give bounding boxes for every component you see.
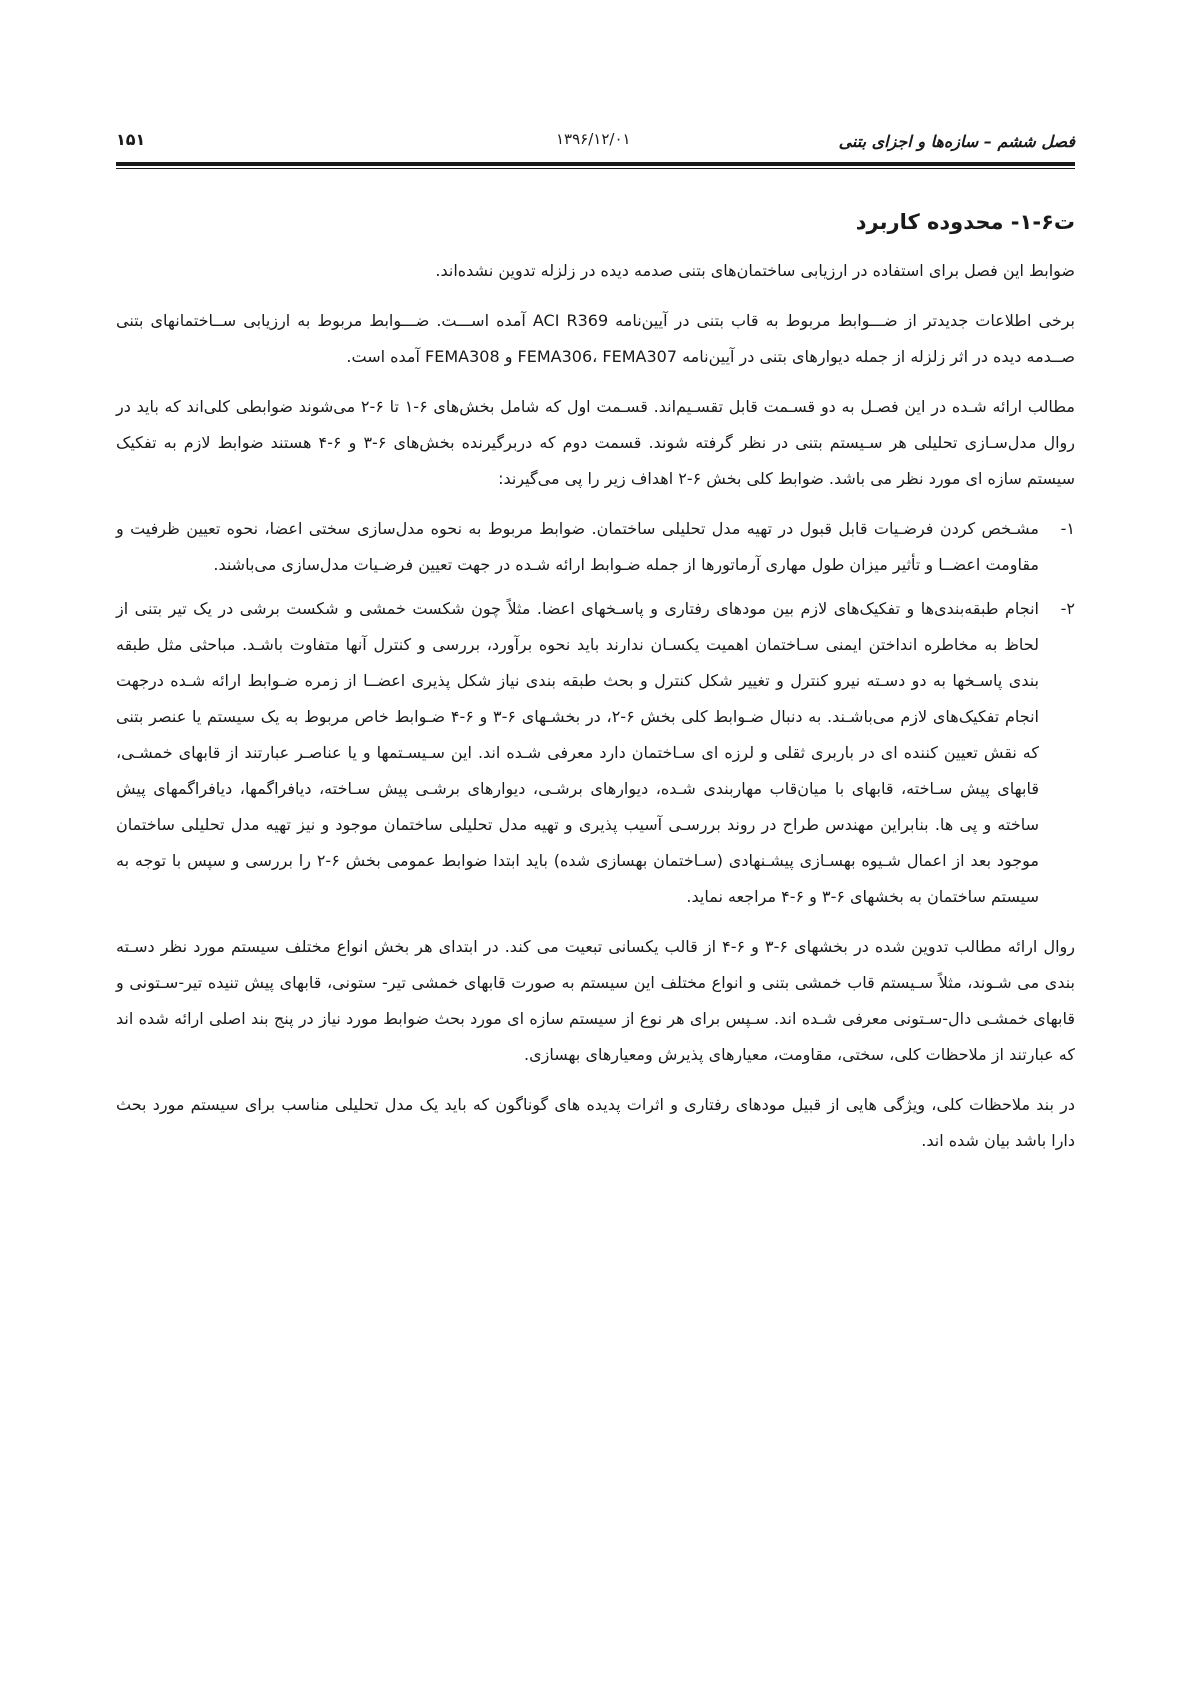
paragraph-references: برخی اطلاعات جدیدتر از ضـــوابط مربوط به قاب بتنی در آیین‌نامه ACI R369 آمده اســـت. ضـــوابط مربوط به ارزیابی ســاختمانهای بتنی صــدمه دیده در اثر زلزله از جمله دیوارهای بتنی در آیین‌نامه FEMA306، FEMA307 و FEMA308 آمده است. bbox=[116, 311, 1076, 366]
header-rule-thin bbox=[116, 168, 1075, 169]
list-item-number: ۲- bbox=[1060, 599, 1075, 618]
page-number: ۱۵۱ bbox=[116, 130, 146, 149]
page-content bbox=[116, 205, 1075, 1173]
list-item bbox=[116, 591, 1075, 915]
paragraph-presentation: روال ارائه مطالب تدوین شده در بخشهای ۶-۳ و ۶-۴ از قالب یکسانی تبعیت می کند. در ابتدای هر بخش انواع مختلف سیستم مورد نظر دسـته بندی می شـوند، مثلاً سـیستم قاب خمشی بتنی و انواع مختلف این سیستم به صورت قابهای خمشی تیر- ستونی، قابهای پیش تنیده تیر-سـتونی و قابهای خمشـی دال-سـتونی معرفی شـده اند. سـپس برای هر نوع از سیستم سازه ای مورد بحث ضوابط مورد نیاز در پنج بند اصلی ارائه شده اند که عبارتند از ملاحظات کلی، سختی، مقاومت، معیارهای پذیرش ومعیارهای بهسازی. bbox=[116, 937, 1075, 1064]
header-rule-thick bbox=[116, 162, 1075, 166]
chapter-title: فصل ششم – سازه‌ها و اجزای بتنی bbox=[838, 132, 1075, 151]
section-title: ت۶-۱- محدوده کاربرد bbox=[855, 210, 1075, 234]
paragraph-structure: مطالب ارائه شـده در این فصـل به دو قسـمت قابل تقسـیم‌اند. قسـمت اول که شامل بخش‌های ۶-۱ تا ۶-۲ می‌شوند ضوابطی کلی‌اند که باید در روال مدل‌سـازی تحلیلی هر سـیستم بتنی در نظر گرفته شوند. قسمت دوم که دربرگیرنده بخش‌های ۶-۳ و ۶-۴ هستند ضوابط لازم به تفکیک سیستم سازه ای مورد نظر می باشد. ضوابط کلی بخش ۶-۲ اهداف زیر را پی می‌گیرند: bbox=[116, 397, 1076, 488]
header-date: ۱۳۹۶/۱۲/۰۱ bbox=[556, 130, 631, 148]
list-item-text: انجام طبقه‌بندی‌ها و تفکیک‌های لازم بین مودهای رفتاری و پاسـخهای اعضا. مثلاً چون شکست خمشی و شکست برشی در یک تیر بتنی از لحاظ به مخاطره انداختن ایمنی سـاختمان اهمیت یکسـان ندارند باید نحوه برآورد، بررسی و کنترل آنها متفاوت باشـد. مباحثی مثل طبقه بندی پاسـخها به دو دسـته نیرو کنترل و تغییر شکل کنترل و بحث طبقه بندی نیاز شکل پذیری اعضــا از زمره ضـوابط ارائه شـده درجهت انجام تفکیک‌های لازم می‌باشـند. به دنبال ضـوابط کلی بخش ۶-۲، در بخشـهای ۶-۳ و ۶-۴ ضـوابط خاص مربوط به یک سیستم یا عنصر بتنی که نقش تعیین کننده ای در باربری ثقلی و لرزه ای سـاختمان دارد معرفی شـده اند. این سـیسـتمها و یا عناصـر عبارتند از قابهای خمشـی، قابهای پیش سـاخته، قابهای با میان‌قاب مهاربندی شـده، دیوارهای برشـی، دیوارهای برشـی پیش سـاخته، دیافراگمها، دیافراگمهای پیش ساخته و پی ها. بنابراین مهندس طراح در روند بررسـی آسیب پذیری و تهیه مدل تحلیلی ساختمان موجود و نیز تهیه مدل تحلیلی ساختمان موجود بعد از اعمال شـیوه بهسـازی پیشـنهادی (سـاختمان بهسازی شده) باید ابتدا ضوابط عمومی بخش ۶-۲ را بررسی و سپس با توجه به سیستم ساختمان به بخشهای ۶-۳ و ۶-۴ مراجعه نماید. bbox=[116, 599, 1039, 906]
list-item bbox=[116, 511, 1075, 583]
list-item-text: مشـخص کردن فرضـیات قابل قبول در تهیه مدل تحلیلی ساختمان. ضوابط مربوط به نحوه مدل‌سازی سختی اعضا، نحوه تعیین ظرفیت و مقاومت اعضــا و تأثیر میزان طول مهاری آرماتورها از جمله ضـوابط ارائه شـده در جهت تعیین فرضـیات مدل‌سازی می‌باشند. bbox=[116, 519, 1039, 574]
list-item-number: ۱- bbox=[1060, 519, 1075, 538]
page-header bbox=[116, 124, 1075, 154]
objectives-list bbox=[116, 511, 1075, 915]
paragraph-general-considerations: در بند ملاحظات کلی، ویژگی هایی از قبیل مودهای رفتاری و اثرات پدیده های گوناگون که باید یک مدل تحلیلی مناسب برای سیستم مورد بحث دارا باشد بیان شده اند. bbox=[116, 1095, 1075, 1150]
paragraph-scope: ضوابط این فصل برای استفاده در ارزیابی ساختمان‌های بتنی صدمه دیده در زلزله تدوین نشده‌اند. bbox=[435, 261, 1075, 280]
